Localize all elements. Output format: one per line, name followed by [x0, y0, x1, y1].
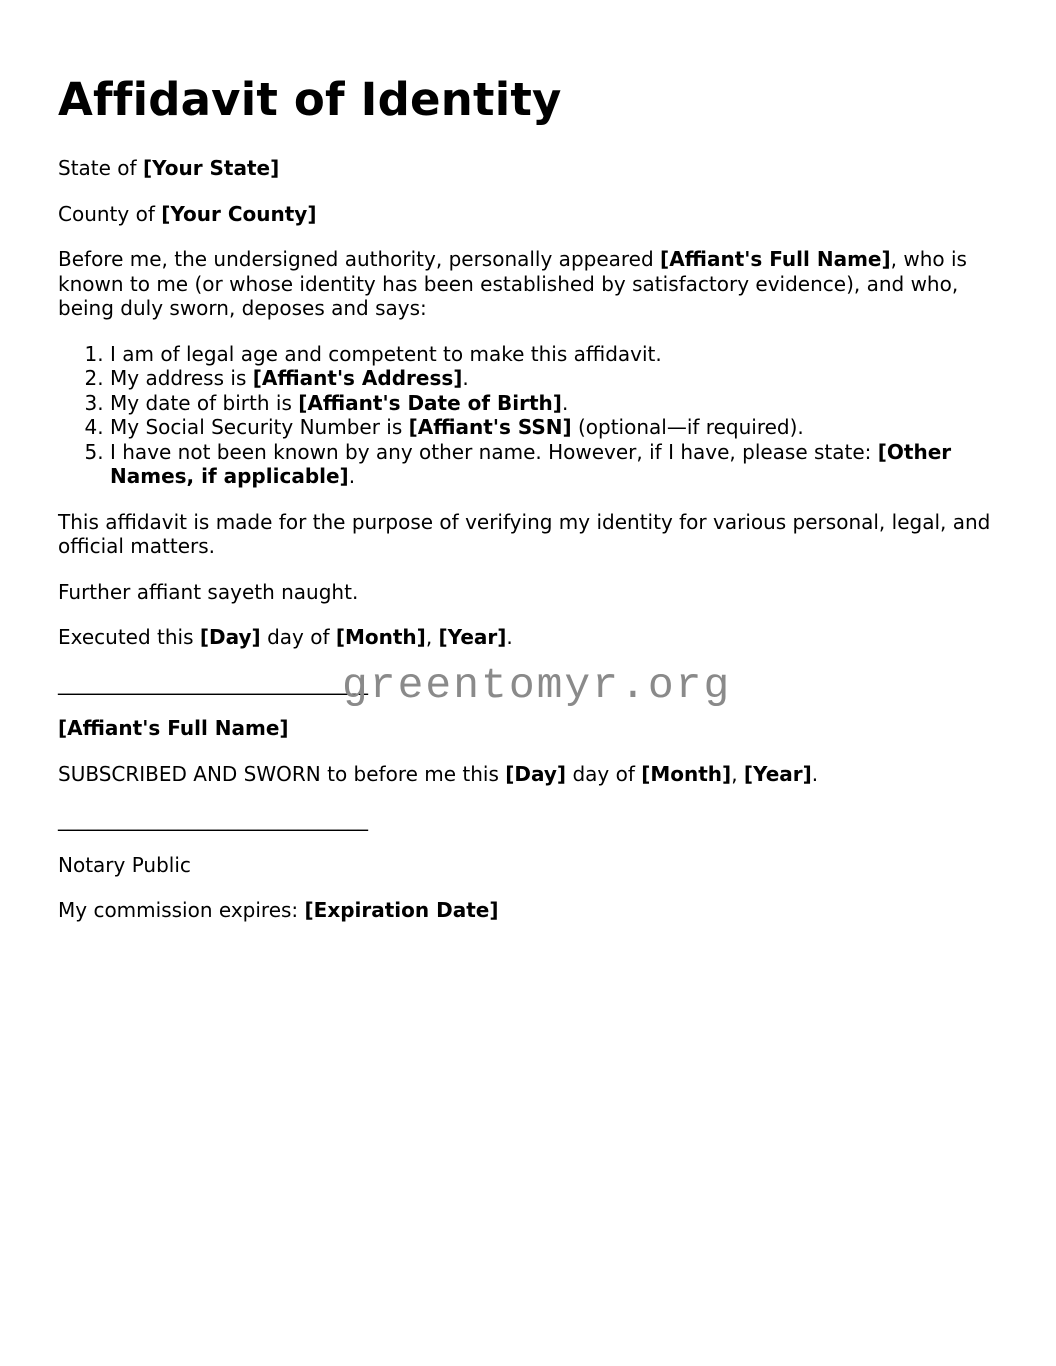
sworn-day: [Day] [505, 761, 567, 786]
executed-year: [Year] [438, 625, 507, 649]
item-placeholder: [Other Names, if applicable] [110, 439, 952, 488]
notary-signature-line [58, 807, 1003, 832]
affiant-name: [Affiant's Full Name] [58, 716, 289, 740]
state-line [58, 156, 1003, 181]
item-placeholder: [Affiant's SSN] [408, 415, 572, 439]
item-text: My address is [110, 366, 247, 390]
county-label: County of [58, 201, 155, 226]
list-item [110, 342, 1003, 367]
commission-line [58, 898, 1003, 923]
item-text-end: . [348, 464, 356, 488]
list-item [110, 391, 1003, 416]
item-placeholder: [Affiant's Date of Birth] [298, 390, 562, 415]
county-line [58, 202, 1003, 227]
item-text-end: . [462, 366, 469, 390]
page-title: Affidavit of Identity [58, 73, 562, 126]
item-text-end: (optional—if required). [577, 415, 804, 439]
commission-value: [Expiration Date] [304, 898, 499, 922]
item-placeholder: [Affiant's Address] [252, 366, 463, 390]
intro-paragraph [58, 247, 1003, 321]
affiant-name-line [58, 716, 1003, 741]
document-page [58, 74, 1003, 944]
watermark-text: greentomyr.org [342, 661, 732, 710]
sworn-prefix: SUBSCRIBED AND SWORN to before me this [58, 761, 499, 786]
item-text-end: . [561, 390, 569, 415]
sworn-end: . [811, 761, 819, 786]
notary-label: Notary Public [58, 852, 191, 877]
executed-line [58, 625, 1003, 650]
signature-rule: _______________________________ [58, 807, 368, 831]
executed-day-of: day of [267, 625, 330, 649]
intro-after: , who is known to me (or whose identity has been established by satisfactory evidence), and who, being duly sworn, deposes and says: [58, 247, 967, 320]
sworn-year: [Year] [743, 761, 812, 786]
intro-before: Before me, the undersigned authority, personally appeared [58, 247, 654, 271]
further-paragraph: Further affiant sayeth naught. [58, 579, 359, 604]
county-value: [Your County] [161, 201, 317, 226]
statement-list [58, 342, 1003, 489]
item-text: My date of birth is [110, 390, 292, 415]
purpose-paragraph: This affidavit is made for the purpose of verifying my identity for various personal, legal, and official matters. [58, 509, 991, 558]
intro-name: [Affiant's Full Name] [660, 247, 891, 271]
state-label: State of [58, 156, 137, 180]
sworn-line [58, 762, 1003, 787]
signature-rule: _______________________________ [58, 670, 368, 695]
sworn-comma: , [731, 761, 738, 786]
list-item [110, 415, 1003, 440]
sworn-day-of: day of [572, 761, 635, 786]
executed-prefix: Executed this [58, 625, 194, 649]
item-text: My Social Security Number is [110, 415, 403, 439]
list-item [110, 366, 1003, 391]
executed-end: . [506, 625, 513, 649]
executed-comma: , [425, 625, 433, 649]
executed-day: [Day] [199, 625, 261, 649]
executed-month: [Month] [335, 625, 426, 649]
sworn-month: [Month] [641, 761, 732, 786]
commission-label: My commission expires: [58, 898, 299, 922]
list-item [110, 440, 1003, 489]
state-value: [Your State] [142, 156, 280, 180]
item-text: I am of legal age and competent to make this affidavit. [110, 341, 662, 366]
item-text: I have not been known by any other name. However, if I have, please state: [110, 439, 872, 464]
